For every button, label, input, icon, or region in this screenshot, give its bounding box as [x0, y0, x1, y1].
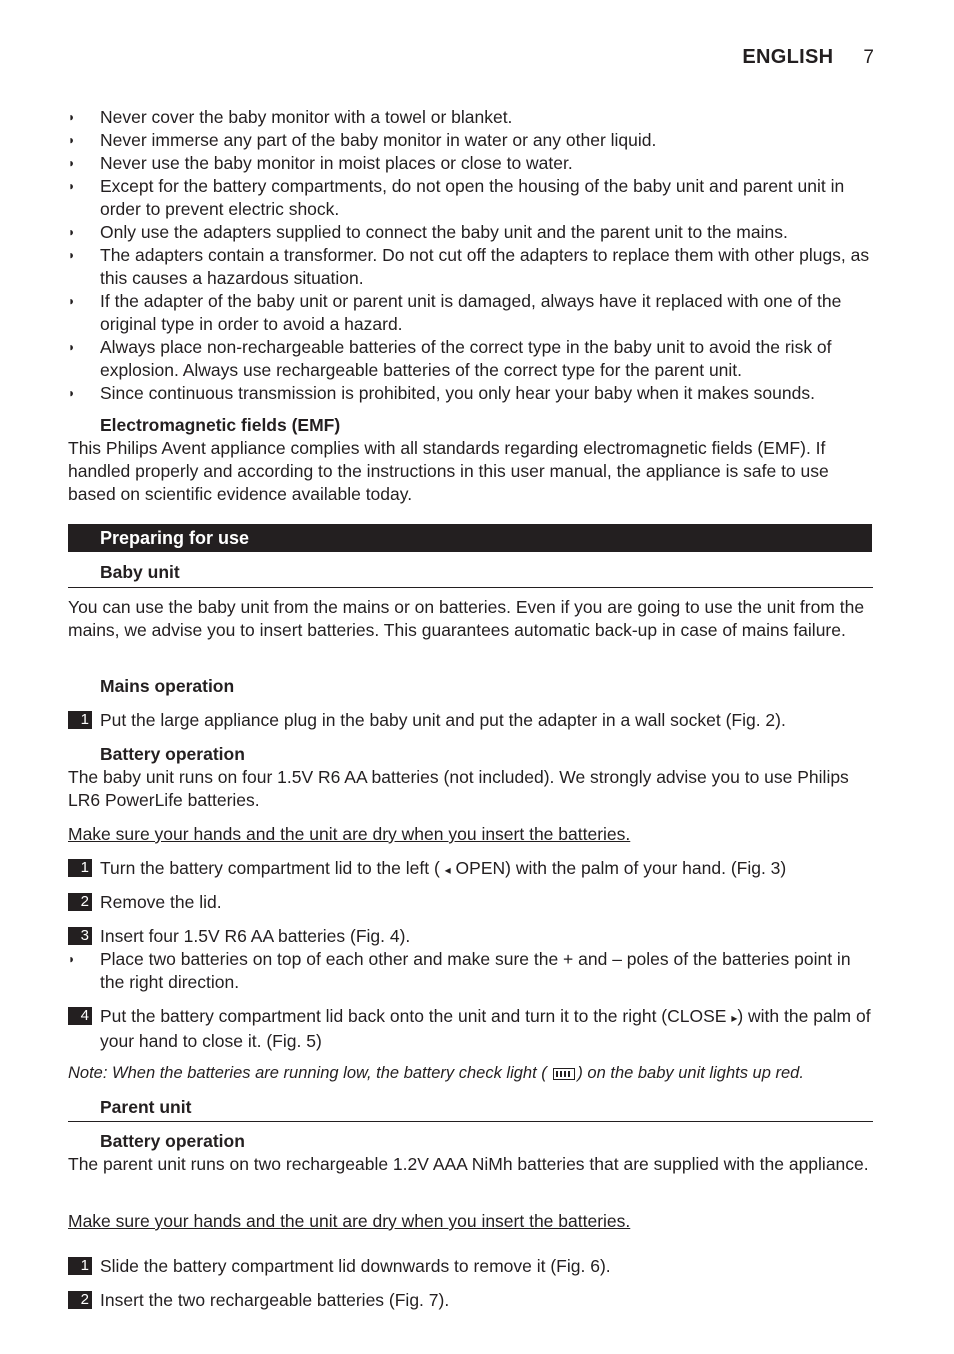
parent-battery-heading: Battery operation: [100, 1131, 245, 1151]
list-item: ◗ The adapters contain a transformer. Do not cut off the adapters to replace them with other plugs, as this causes a hazardous situation.: [68, 245, 870, 288]
baby-unit-intro: You can use the baby unit from the mains or on batteries. Even if you are going to use the unit from the mains, we advise you to insert batteries. This guarantees automatic back-up in case of mains failure.: [68, 597, 865, 640]
heading-rule: [68, 587, 873, 588]
list-item: ◗ Never cover the baby monitor with a towel or blanket.: [68, 107, 513, 127]
battery-step-3: 3 Insert four 1.5V R6 AA batteries (Fig. 4). ◗ Place two batteries on top of each other and make sure the + and – poles of the batteries point in the right direction.: [68, 925, 874, 994]
step-number: 4: [68, 1007, 92, 1025]
list-item: ◗ If the adapter of the baby unit or parent unit is damaged, always have it replaced with one of the original type in order to avoid a hazard.: [68, 291, 842, 334]
battery-step-4: 4 Put the battery compartment lid back onto the unit and turn it to the right (CLOSE ▸) with the palm of your hand to close it. (Fig. 5): [68, 1005, 874, 1053]
list-item: ◗ Never immerse any part of the baby monitor in water or any other liquid.: [68, 130, 657, 150]
bullet-icon: ◗: [68, 386, 76, 400]
baby-unit-heading-block: [68, 561, 874, 584]
list-item: ◗ Always place non-rechargeable batteries of the correct type in the baby unit to avoid the risk of explosion. Always use rechargeable batteries of the correct type for the parent unit.: [68, 337, 832, 380]
bullet-icon: ◗: [68, 156, 76, 170]
left-arrow-icon: ◂: [444, 863, 451, 877]
page-number: 7: [863, 47, 874, 68]
parent-step-1: 1 Slide the battery compartment lid downwards to remove it (Fig. 6).: [68, 1255, 874, 1278]
bullet-icon: ◗: [68, 248, 76, 262]
bullet-icon: ◗: [68, 340, 76, 354]
list-item: ◗ Only use the adapters supplied to connect the baby unit and the parent unit to the mains.: [68, 222, 788, 242]
mains-step-1: 1 Put the large appliance plug in the baby unit and put the adapter in a wall socket (Fig. 2).: [68, 709, 874, 732]
list-item: ◗ Since continuous transmission is prohibited, you only hear your baby when it makes sounds.: [68, 383, 815, 403]
list-item: ◗ Except for the battery compartments, do not open the housing of the baby unit and parent unit in order to prevent electric shock.: [68, 176, 845, 219]
section-title: Preparing for use: [100, 528, 250, 548]
warnings-list: [68, 106, 874, 405]
heading-rule: [68, 1121, 873, 1122]
bullet-icon: ◗: [68, 133, 76, 147]
battery-caution: Make sure your hands and the unit are dry when you insert the batteries.: [68, 824, 631, 844]
parent-battery-body: The parent unit runs on two rechargeable 1.2V AAA NiMh batteries that are supplied with the appliance.: [68, 1154, 869, 1174]
bullet-icon: ◗: [68, 952, 76, 966]
step-number: 2: [68, 1291, 92, 1309]
step-number: 1: [68, 711, 92, 729]
emf-body: This Philips Avent appliance complies with all standards regarding electromagnetic fields (EMF). If handled properly and according to the instructions in this user manual, the appliance is safe to use based on scientific evidence available today.: [68, 438, 829, 504]
parent-battery-block: [68, 1130, 874, 1176]
language-label: ENGLISH: [742, 46, 834, 68]
right-arrow-icon: ▸: [731, 1011, 738, 1025]
battery-operation-block: [68, 743, 874, 812]
mains-operation-block: [68, 675, 874, 698]
list-item: ◗ Place two batteries on top of each other and make sure the + and – poles of the batteries point in the right direction.: [68, 949, 851, 992]
bullet-icon: ◗: [68, 294, 76, 308]
baby-unit-heading: Baby unit: [100, 562, 180, 582]
parent-unit-heading-block: [68, 1096, 874, 1119]
battery-step-1: 1 Turn the battery compartment lid to the left ( ◂ OPEN) with the palm of your hand. (Fig. 3): [68, 857, 874, 882]
battery-body: The baby unit runs on four 1.5V R6 AA batteries (not included). We strongly advise you to use Philips LR6 PowerLife batteries.: [68, 767, 849, 810]
battery-icon: [553, 1068, 575, 1080]
page-header: [742, 46, 874, 69]
section-title-bar: [68, 524, 872, 552]
emf-heading: Electromagnetic fields (EMF): [100, 415, 341, 435]
step-number: 3: [68, 927, 92, 945]
emf-block: [68, 414, 874, 506]
parent-step-2: 2 Insert the two rechargeable batteries (Fig. 7).: [68, 1289, 874, 1312]
bullet-icon: ◗: [68, 110, 76, 124]
parent-battery-caution: Make sure your hands and the unit are dry when you insert the batteries.: [68, 1211, 631, 1231]
parent-unit-heading: Parent unit: [100, 1097, 192, 1117]
bullet-icon: ◗: [68, 179, 76, 193]
list-item: ◗ Never use the baby monitor in moist places or close to water.: [68, 153, 573, 173]
step-number: 1: [68, 859, 92, 877]
step-number: 2: [68, 893, 92, 911]
mains-heading: Mains operation: [100, 676, 235, 696]
step-number: 1: [68, 1257, 92, 1275]
battery-note: Note: When the batteries are running low, the battery check light ( ) on the baby unit lights up red.: [68, 1064, 804, 1082]
battery-heading: Battery operation: [100, 744, 245, 764]
battery-step-2: 2 Remove the lid.: [68, 891, 874, 914]
bullet-icon: ◗: [68, 225, 76, 239]
